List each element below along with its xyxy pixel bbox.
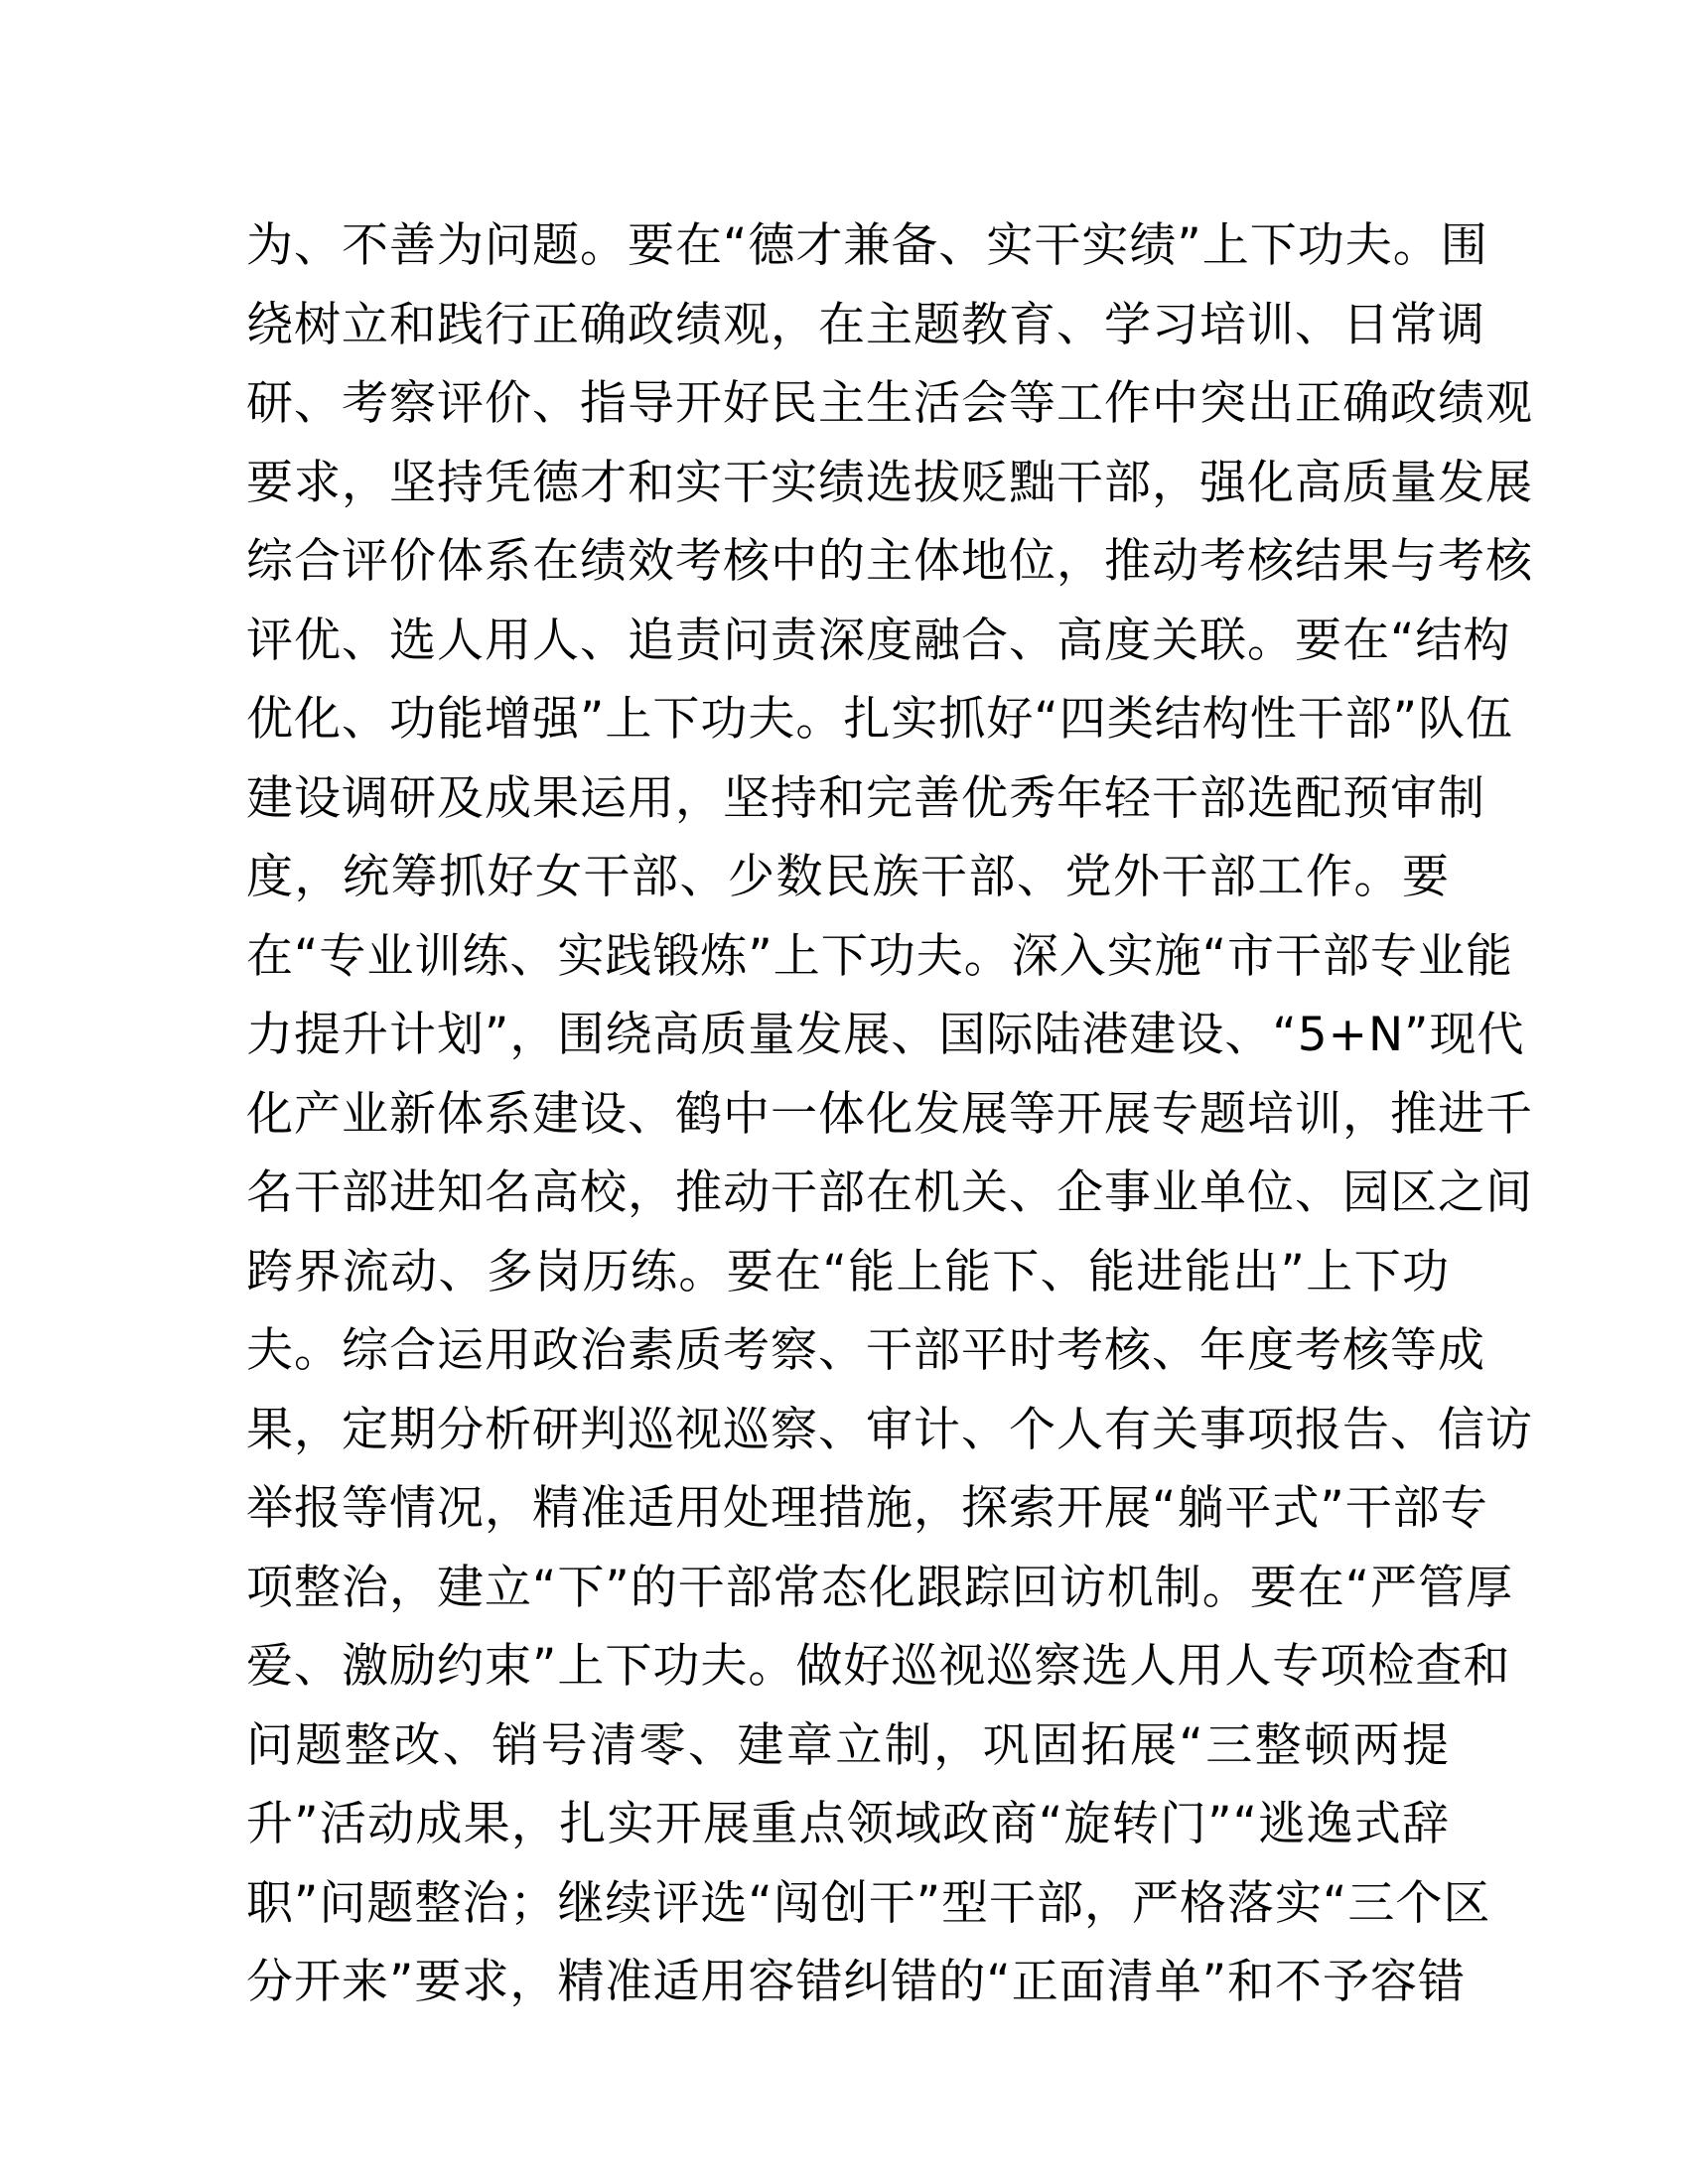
text-line: 职”问题整治；继续评选“闯创干”型干部，严格落实“三个区 <box>246 1875 1491 1931</box>
text-line: 夫。综合运用政治素质考察、干部平时考核、年度考核等成 <box>246 1323 1485 1378</box>
text-line: 绕树立和践行正确政绩观，在主题教育、学习培训、日常调 <box>246 297 1485 352</box>
text-line: 评优、选人用人、追责问责深度融合、高度关联。要在“结构 <box>246 613 1511 668</box>
text-line: 项整治，建立“下”的干部常态化跟踪回访机制。要在“严管厚 <box>246 1560 1514 1615</box>
text-line: 问题整改、销号清零、建章立制，巩固拓展“三整顿两提 <box>246 1717 1450 1773</box>
text-line: 化产业新体系建设、鹤中一体化发展等开展专题培训，推进千 <box>246 1086 1533 1142</box>
text-line: 分开来”要求，精准适用容错纠错的“正面清单”和不予容错 <box>246 1955 1467 2009</box>
text-line: 研、考察评价、指导开好民主生活会等工作中突出正确政绩观 <box>246 376 1533 431</box>
text-line: 爱、激励约束”上下功夫。做好巡视巡察选人用人专项检查和 <box>246 1639 1511 1694</box>
text-line: 力提升计划”，围绕高质量发展、国际陆港建设、“5+N”现代 <box>246 1008 1525 1062</box>
text-line: 名干部进知名高校，推动干部在机关、企事业单位、园区之间 <box>246 1165 1533 1220</box>
text-line: 果，定期分析研判巡视巡察、审计、个人有关事项报告、信访 <box>246 1402 1533 1457</box>
text-line: 跨界流动、多岗历练。要在“能上能下、能进能出”上下功 <box>246 1244 1450 1299</box>
body-text <box>246 206 1533 2022</box>
text-line: 要求，坚持凭德才和实干实绩选拔贬黜干部，强化高质量发展 <box>246 455 1533 510</box>
text-line: 升”活动成果，扎实开展重点领域政商“旋转门”“逃逸式辞 <box>246 1797 1450 1851</box>
text-line: 为、不善为问题。要在“德才兼备、实干实绩”上下功夫。围 <box>246 218 1488 273</box>
text-line: 优化、功能增强”上下功夫。扎实抓好“四类结构性干部”队伍 <box>246 692 1514 747</box>
text-line: 综合评价体系在绩效考核中的主体地位，推动考核结果与考核 <box>246 534 1533 589</box>
text-line: 建设调研及成果运用，坚持和完善优秀年轻干部选配预审制 <box>246 770 1485 826</box>
text-line: 度，统筹抓好女干部、少数民族干部、党外干部工作。要 <box>246 850 1450 904</box>
text-line: 在“专业训练、实践锻炼”上下功夫。深入实施“市干部专业能 <box>246 928 1514 984</box>
text-line: 举报等情况，精准适用处理措施，探索开展“躺平式”干部专 <box>246 1481 1488 1536</box>
